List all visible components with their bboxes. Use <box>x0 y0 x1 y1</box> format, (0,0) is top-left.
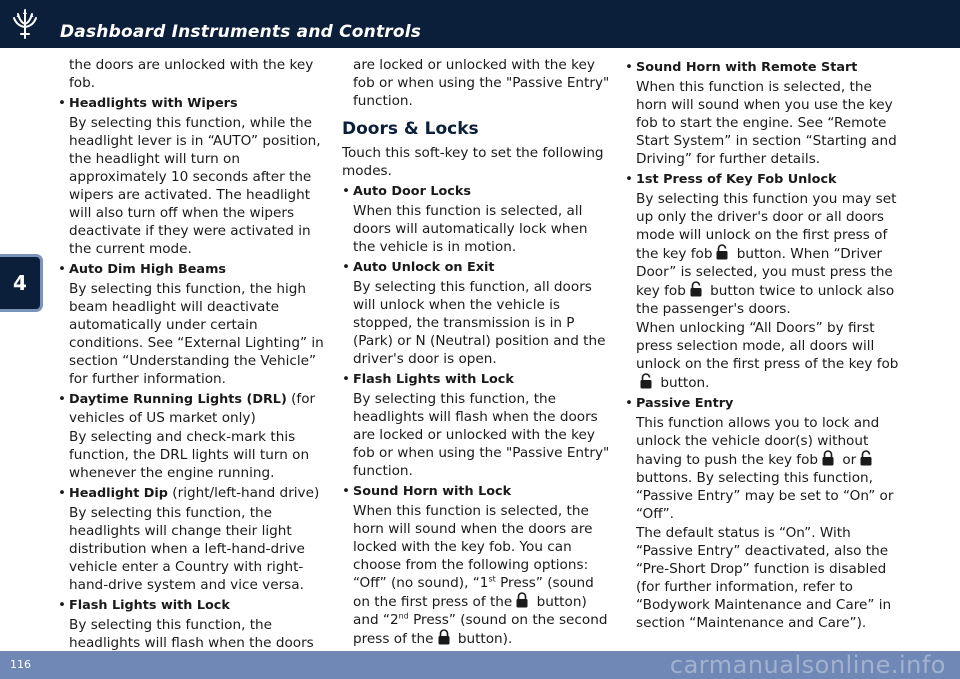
lock-icon <box>821 450 835 466</box>
item-description <box>636 190 900 318</box>
list-item <box>58 94 326 258</box>
text-run: Press” (sound on the second press of the <box>353 612 608 647</box>
page-footer <box>0 651 960 679</box>
chapter-number: 4 <box>13 271 27 295</box>
trident-logo-icon <box>10 8 40 40</box>
column-3 <box>625 56 900 634</box>
list-item <box>58 596 326 652</box>
item-heading: Passive Entry <box>636 396 734 411</box>
list-item <box>342 182 610 256</box>
ordinal-suffix: st <box>488 574 496 584</box>
item-description: By selecting this function, the headlights will change their light distribution when a left-hand-drive vehicle enter a Country with right-hand-drive system and vice versa. <box>69 505 305 593</box>
text-run: This function allows you to lock and unlock the vehicle door(s) without having to push the key fob <box>636 415 880 468</box>
list-item <box>625 170 900 392</box>
item-description: When this function is selected, the horn will sound when you use the key fob to start the engine. See “Remote Start System” in section “Starting and Driving” for further details. <box>636 79 897 167</box>
column-1 <box>58 56 326 654</box>
text-run: When this function is selected, the horn will sound when the doors are locked with the key fob. You can choose from the following options: “Off” (no sound), “1 <box>353 503 593 591</box>
bullet: • <box>58 261 67 277</box>
bullet: • <box>342 371 351 387</box>
item-description <box>353 502 610 648</box>
text-run: buttons. By selecting this function, “Passive Entry” may be set to “On” or “Off”. <box>636 470 894 522</box>
lock-icon <box>437 629 451 645</box>
item-heading: Flash Lights with Lock <box>69 598 230 613</box>
watermark: carmanualsonline.info <box>669 651 946 679</box>
chapter-tab[interactable] <box>0 257 40 309</box>
page-number: 116 <box>10 658 31 671</box>
list-item <box>625 58 900 168</box>
item-heading: Sound Horn with Remote Start <box>636 60 858 75</box>
text-run: When unlocking “All Doors” by first press selection mode, all doors will unlock on the first press of the key fob <box>636 320 899 372</box>
list-item <box>625 394 900 632</box>
item-heading: Auto Unlock on Exit <box>353 260 495 275</box>
item-description: By selecting this function, the headlights will flash when the doors <box>69 617 314 651</box>
item-description <box>636 319 900 392</box>
item-description: By selecting this function, the headlights will flash when the doors are locked or unlocked with the key fob or when using the "Passive Entry" function. <box>353 391 610 479</box>
item-description: By selecting this function, all doors will unlock when the vehicle is stopped, the transmission is in P (Park) or N (Neutral) position and the driver's door is open. <box>353 279 606 367</box>
text-run: Press” (sound on the first press of the <box>353 575 594 610</box>
text-run: or <box>838 452 857 468</box>
text-run: By selecting this function you may set up only the driver's door or all doors mode will unlock on the first press of the key fob <box>636 191 897 262</box>
list-item <box>58 390 326 482</box>
item-description: By selecting this function, while the headlight lever is in “AUTO” position, the headlight will turn on approximately 10 seconds after the wipers are activated. The headlight will also turn off when the wipers deactivate if they were activated in the current mode. <box>69 115 321 257</box>
bullet: • <box>58 485 67 501</box>
item-heading: Sound Horn with Lock <box>353 484 512 499</box>
section-intro: Touch this soft-key to set the following modes. <box>342 145 604 179</box>
unlock-icon <box>859 450 873 466</box>
list-item <box>58 484 326 594</box>
bullet: • <box>342 483 351 499</box>
unlock-icon <box>639 373 653 389</box>
bullet: • <box>58 95 67 111</box>
page-header <box>0 0 960 48</box>
item-description: The default status is “On”. With “Passive Entry” deactivated, also the “Pre-Short Drop” function is disabled (for further information, refer to “Bodywork Maintenance and Care” in section “Maintenance and Care”). <box>636 525 892 631</box>
text-run: button) and “2 <box>353 594 587 628</box>
bullet: • <box>58 597 67 613</box>
bullet: • <box>625 171 634 187</box>
item-heading-suffix: (right/left-hand drive) <box>167 485 320 501</box>
section-title: Doors & Locks <box>342 119 479 139</box>
ordinal-suffix: nd <box>398 611 409 621</box>
item-description: By selecting and check-mark this function, the DRL lights will turn on whenever the engine running. <box>69 429 310 481</box>
text-run: button twice to unlock also the passenger's doors. <box>636 283 895 317</box>
item-heading: Headlights with Wipers <box>69 96 238 111</box>
list-item <box>58 260 326 388</box>
item-heading: Auto Dim High Beams <box>69 262 227 277</box>
bullet: • <box>58 391 67 407</box>
bullet: • <box>625 395 634 411</box>
item-heading: Auto Door Locks <box>353 184 472 199</box>
list-item <box>342 482 610 648</box>
lock-icon <box>515 592 529 608</box>
text-run: button). <box>453 631 513 647</box>
column-2 <box>342 56 610 650</box>
item-heading: Headlight Dip <box>69 486 168 501</box>
unlock-icon <box>689 281 703 297</box>
list-item <box>342 258 610 368</box>
bullet: • <box>342 259 351 275</box>
continued-text: are locked or unlocked with the key fob or when using the "Passive Entry" function. <box>353 57 610 109</box>
page-title: Dashboard Instruments and Controls <box>60 22 422 42</box>
bullet: • <box>625 59 634 75</box>
unlock-icon <box>715 244 729 260</box>
continued-text: the doors are unlocked with the key fob. <box>69 57 314 91</box>
item-description: By selecting this function, the high beam headlight will deactivate automatically under certain conditions. See “External Lighting” in section “Understanding the Vehicle” for further information. <box>69 281 324 387</box>
item-description <box>636 414 900 523</box>
text-run: button. When “Driver Door” is selected, you must press the key fob <box>636 246 893 299</box>
item-description: When this function is selected, all doors will automatically lock when the vehicle is in motion. <box>353 203 588 255</box>
text-run: button. <box>656 375 710 391</box>
list-item <box>342 370 610 480</box>
item-heading: Daytime Running Lights (DRL) <box>69 392 287 407</box>
item-heading-suffix: (for vehicles of US market only) <box>69 391 316 426</box>
item-heading: Flash Lights with Lock <box>353 372 514 387</box>
item-heading: 1st Press of Key Fob Unlock <box>636 172 837 187</box>
bullet: • <box>342 183 351 199</box>
